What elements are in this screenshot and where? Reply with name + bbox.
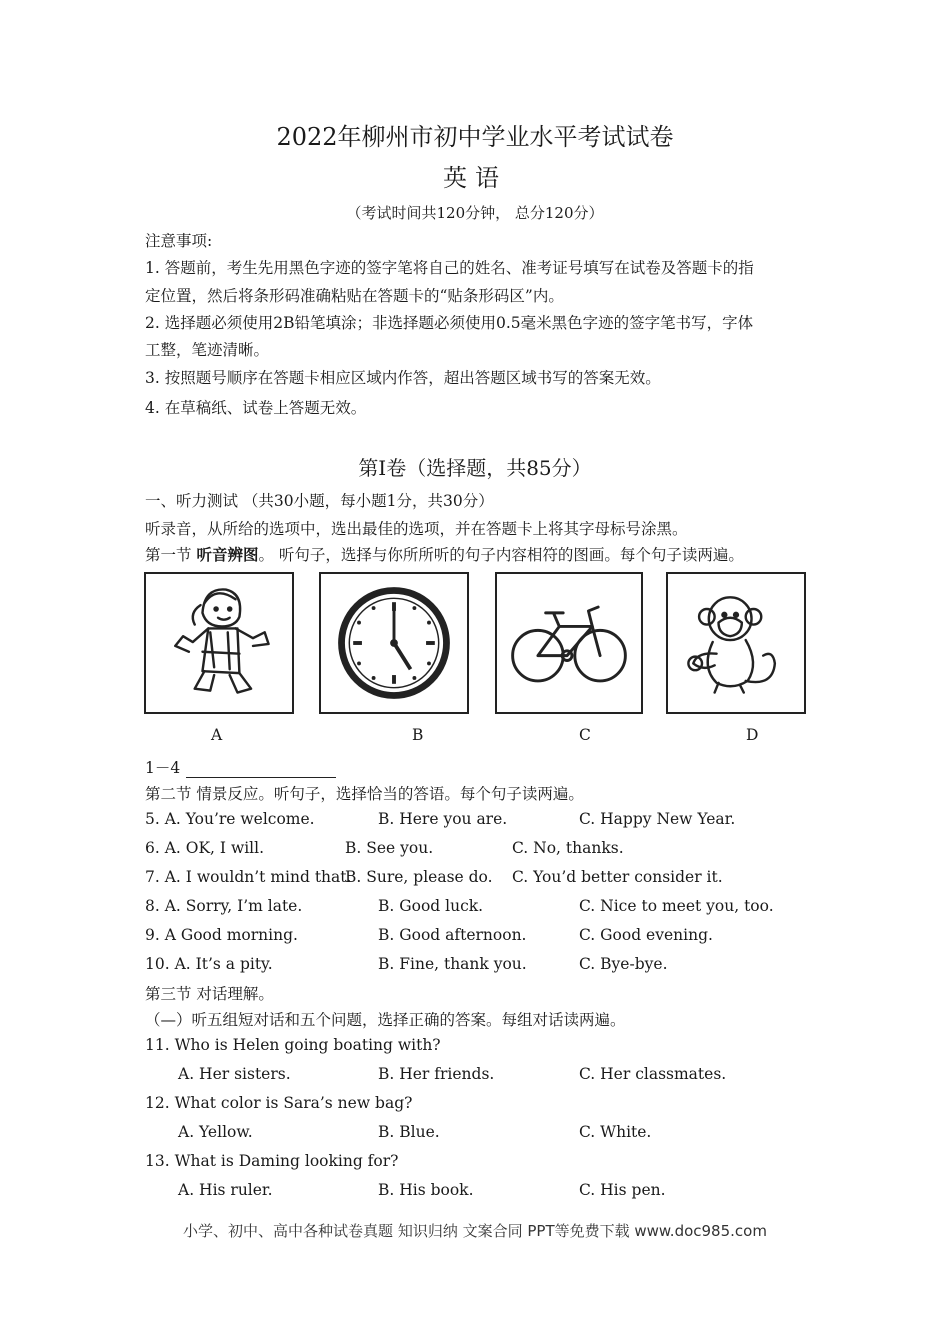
section1-rest: 。 听句子，选择与你所所听的句子内容相符的图画。每个句子读两遍。 <box>258 546 744 564</box>
answer-line-1-4 <box>145 756 336 778</box>
subject-title: 英语 <box>443 164 507 192</box>
q5-option-b: B. Here you are. <box>378 810 508 828</box>
q8-option-b: B. Good luck. <box>378 897 484 915</box>
note-item-3: 3. 按照题号顺序在答题卡相应区域内作答，超出答题区域书写的答案无效。 <box>145 369 661 387</box>
section3-heading: 第三节 对话理解。 <box>145 985 274 1003</box>
q10-option-b: B. Fine, thank you. <box>378 955 527 973</box>
girl-icon <box>146 574 292 712</box>
picture-label-c: C <box>579 726 591 744</box>
q13-option-a: A. His ruler. <box>178 1181 273 1199</box>
part1-heading: 第I卷（选择题，共85分） <box>358 456 592 480</box>
q5-option-a: 5. A. You’re welcome. <box>145 810 315 828</box>
q6-option-c: C. No, thanks. <box>512 839 624 857</box>
footer-watermark: 小学、初中、高中各种试卷真题 知识归纳 文案合同 PPT等免费下载 www.doc985.com <box>183 1222 767 1240</box>
section1-prefix: 第一节 <box>145 546 197 564</box>
q7-option-a: 7. A. I wouldn’t mind that. <box>145 868 352 886</box>
notes-heading: 注意事项: <box>145 232 213 250</box>
picture-label-b: B <box>412 726 424 744</box>
note-item-2-line1: 2. 选择题必须使用2B铅笔填涂；非选择题必须使用0.5毫米黑色字迹的签字笔书写，字体 <box>145 314 754 332</box>
q10-option-a: 10. A. It’s a pity. <box>145 955 273 973</box>
q12-option-c: C. White. <box>579 1123 652 1141</box>
note-item-1-line2: 定位置，然后将条形码准确粘贴在答题卡的“贴条形码区”内。 <box>145 287 564 305</box>
q9-option-c: C. Good evening. <box>579 926 713 944</box>
q6-option-b: B. See you. <box>345 839 434 857</box>
q13-question: 13. What is Daming looking for? <box>145 1152 399 1170</box>
q11-option-a: A. Her sisters. <box>178 1065 291 1083</box>
q6-option-a: 6. A. OK, I will. <box>145 839 265 857</box>
q7-option-c: C. You’d better consider it. <box>512 868 723 886</box>
listening-heading: 一、听力测试 （共30小题，每小题1分，共30分） <box>145 492 494 510</box>
listening-instruction: 听录音，从所给的选项中，选出最佳的选项，并在答题卡上将其字母标号涂黑。 <box>145 520 688 538</box>
section3-subheading: （—）听五组短对话和五个问题，选择正确的答案。每组对话读两遍。 <box>145 1011 626 1029</box>
answer-line-label: 1－4 <box>145 759 181 777</box>
note-item-4: 4. 在草稿纸、试卷上答题无效。 <box>145 399 367 417</box>
clock-icon <box>321 574 467 712</box>
exam-time-info: （考试时间共120分钟， 总分120分） <box>346 204 604 222</box>
q9-option-b: B. Good afternoon. <box>378 926 527 944</box>
q12-option-b: B. Blue. <box>378 1123 440 1141</box>
q13-option-c: C. His pen. <box>579 1181 666 1199</box>
section1-heading <box>145 543 744 565</box>
section1-bold: 听音辨图 <box>196 545 259 564</box>
q12-option-a: A. Yellow. <box>178 1123 253 1141</box>
exam-title: 2022年柳州市初中学业水平考试试卷 <box>276 123 674 151</box>
section2-heading: 第二节 情景反应。听句子，选择恰当的答语。每个句子读两遍。 <box>145 785 584 803</box>
q8-option-a: 8. A. Sorry, I’m late. <box>145 897 303 915</box>
q11-question: 11. Who is Helen going boating with? <box>145 1036 441 1054</box>
answer-blank[interactable] <box>186 763 336 778</box>
note-item-2-line2: 工整，笔迹清晰。 <box>145 341 270 359</box>
picture-label-d: D <box>746 726 759 744</box>
bicycle-icon <box>497 574 641 712</box>
q8-option-c: C. Nice to meet you, too. <box>579 897 774 915</box>
note-item-1-line1: 1. 答题前，考生先用黑色字迹的签字笔将自己的姓名、准考证号填写在试卷及答题卡的指 <box>145 259 754 277</box>
q13-option-b: B. His book. <box>378 1181 474 1199</box>
picture-label-a: A <box>211 726 223 744</box>
q7-option-b: B. Sure, please do. <box>345 868 493 886</box>
picture-a <box>144 572 294 714</box>
q9-option-a: 9. A Good morning. <box>145 926 298 944</box>
picture-b <box>319 572 469 714</box>
monkey-icon <box>668 574 804 712</box>
q11-option-b: B. Her friends. <box>378 1065 495 1083</box>
picture-d <box>666 572 806 714</box>
q10-option-c: C. Bye-bye. <box>579 955 668 973</box>
q12-question: 12. What color is Sara’s new bag? <box>145 1094 413 1112</box>
q11-option-c: C. Her classmates. <box>579 1065 727 1083</box>
picture-c <box>495 572 643 714</box>
q5-option-c: C. Happy New Year. <box>579 810 736 828</box>
